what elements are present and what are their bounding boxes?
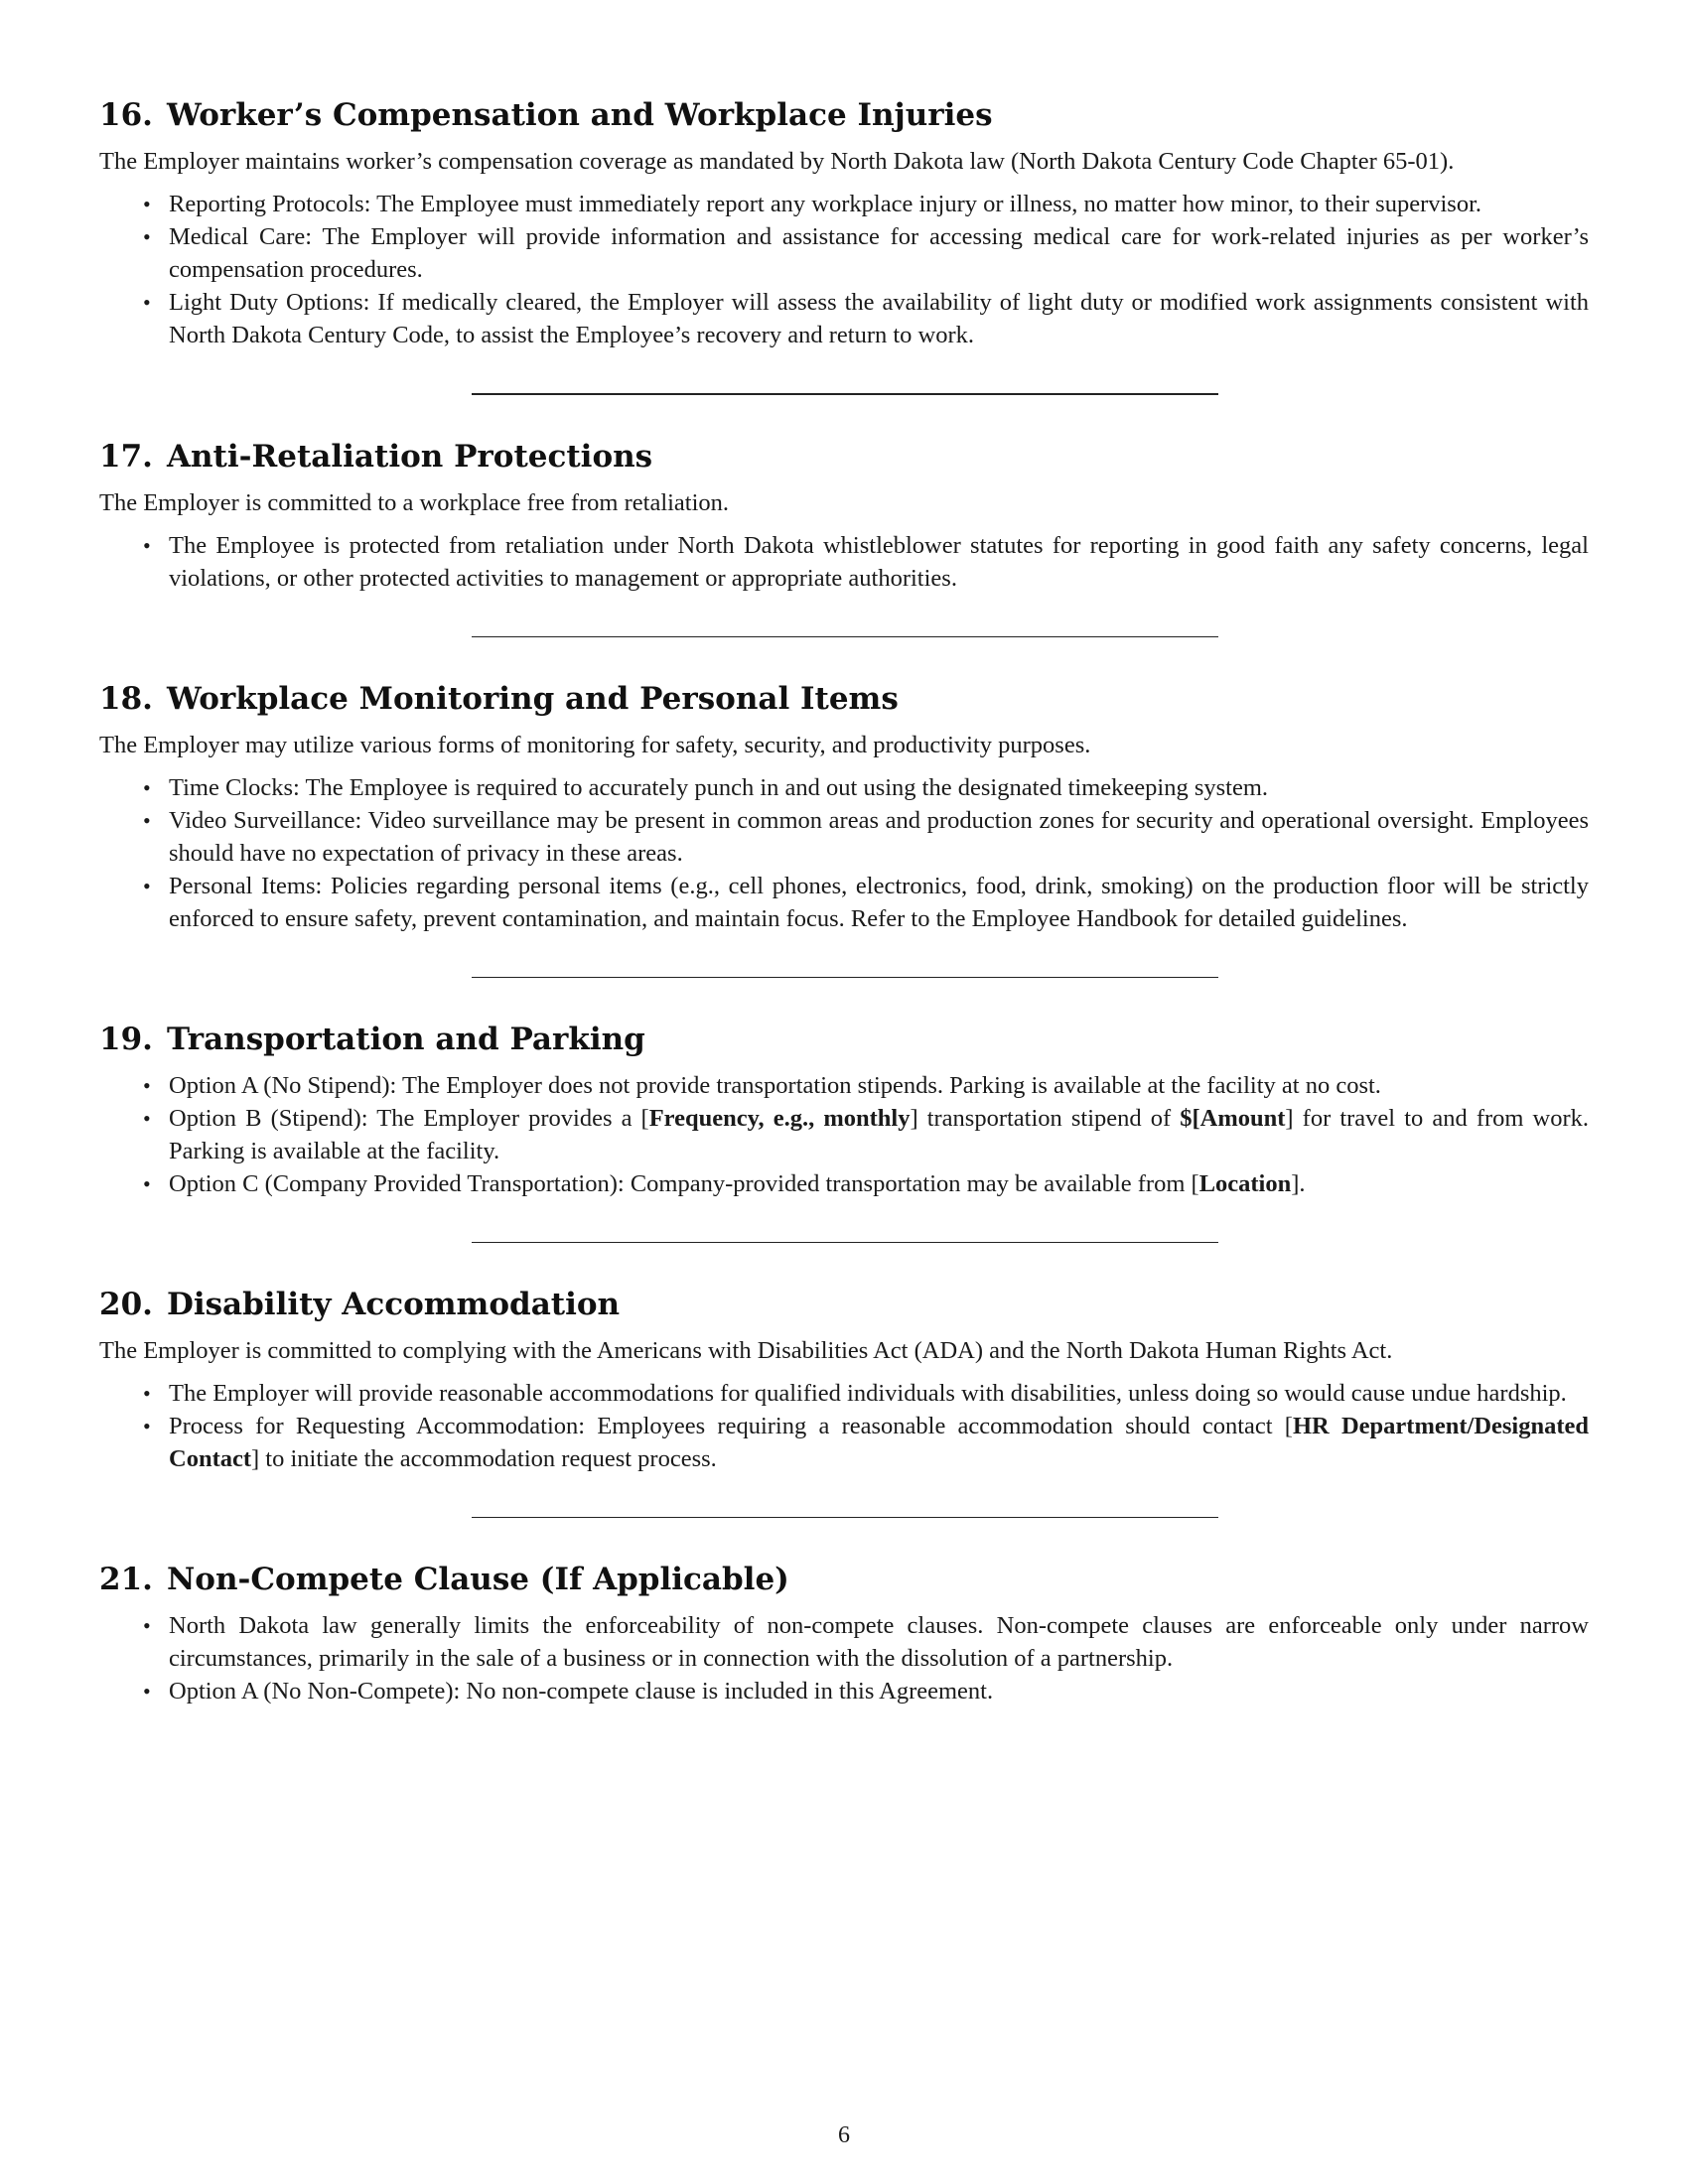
section-number: 18. xyxy=(99,681,153,717)
list-item: • Light Duty Options: If medically cleared, the Employer will assess the availability of light duty or modified work assignments consistent with North Dakota Century Code, to assist the Employee’s recovery and return to work. xyxy=(169,286,1589,351)
horizontal-rule xyxy=(472,1517,1218,1518)
option-b-text: ] transportation stipend of xyxy=(910,1105,1181,1132)
section-title: Transportation and Parking xyxy=(166,1022,645,1057)
document-page xyxy=(99,95,1589,1707)
list-item: • Option A (No Non-Compete): No non-compete clause is included in this Agreement. xyxy=(169,1675,1589,1707)
list-item: • Time Clocks: The Employee is required to accurately punch in and out using the designated timekeeping system. xyxy=(169,771,1589,804)
bullet-list xyxy=(99,1609,1589,1707)
list-item: • North Dakota law generally limits the enforceability of non-compete clauses. Non-compete clauses are enforceable only under narrow circumstances, primarily in the sale of a business or in connection with the dissolution of a partnership. xyxy=(169,1609,1589,1675)
location-placeholder: Location xyxy=(1198,1170,1292,1197)
bullet-list xyxy=(99,771,1589,935)
section-intro: The Employer maintains worker’s compensation coverage as mandated by North Dakota law (North Dakota Century Code Chapter 65-01). xyxy=(99,148,1455,175)
horizontal-rule xyxy=(472,977,1218,978)
section-title: Disability Accommodation xyxy=(166,1287,621,1322)
accommodation-text: Process for Requesting Accommodation: Employees requiring a reasonable accommodation should contact [ xyxy=(169,1413,1293,1439)
accommodation-text: ] to initiate the accommodation request process. xyxy=(251,1445,717,1472)
section-19 xyxy=(99,1020,1589,1200)
option-c-text: ]. xyxy=(1291,1170,1306,1197)
list-item: • The Employer will provide reasonable accommodations for qualified individuals with disabilities, unless doing so would cause undue hardship. xyxy=(169,1377,1589,1410)
section-intro: The Employer may utilize various forms of monitoring for safety, security, and productivity purposes. xyxy=(99,732,1091,758)
section-intro: The Employer is committed to complying with the Americans with Disabilities Act (ADA) and the North Dakota Human Rights Act. xyxy=(99,1337,1393,1364)
list-item: • Medical Care: The Employer will provide information and assistance for accessing medical care for work-related injuries as per worker’s compensation procedures. xyxy=(169,220,1589,286)
list-item xyxy=(169,1167,1589,1200)
section-18 xyxy=(99,679,1589,935)
section-16 xyxy=(99,95,1589,351)
list-item xyxy=(169,1102,1589,1167)
section-heading xyxy=(99,1560,1589,1599)
section-heading xyxy=(99,437,1589,477)
list-item xyxy=(169,1410,1589,1475)
bullet-list xyxy=(99,1377,1589,1475)
section-number: 19. xyxy=(99,1022,153,1057)
amount-placeholder: $[Amount xyxy=(1180,1105,1286,1132)
section-20 xyxy=(99,1285,1589,1475)
section-number: 16. xyxy=(99,97,153,133)
horizontal-rule xyxy=(472,636,1218,637)
section-21 xyxy=(99,1560,1589,1707)
section-title: Worker’s Compensation and Workplace Injuries xyxy=(166,97,993,133)
bullet-list xyxy=(99,1069,1589,1200)
bullet-list xyxy=(99,188,1589,351)
section-heading xyxy=(99,1285,1589,1324)
section-17 xyxy=(99,437,1589,595)
horizontal-rule xyxy=(472,393,1218,395)
section-title: Anti-Retaliation Protections xyxy=(166,439,653,475)
section-heading xyxy=(99,95,1589,135)
section-intro: The Employer is committed to a workplace free from retaliation. xyxy=(99,489,730,516)
bullet-list xyxy=(99,529,1589,595)
option-b-text: Option B (Stipend): The Employer provides a [ xyxy=(169,1105,649,1132)
horizontal-rule xyxy=(472,1242,1218,1243)
section-title: Workplace Monitoring and Personal Items xyxy=(166,681,899,717)
section-heading xyxy=(99,679,1589,719)
option-b-text: ] for travel to and from work. Parking is available at the facility. xyxy=(169,1105,1590,1164)
list-item: • Video Surveillance: Video surveillance may be present in common areas and production zones for security and operational oversight. Employees should have no expectation of privacy in these areas. xyxy=(169,804,1589,870)
option-c-text: Option C (Company Provided Transportation): Company-provided transportation may be available from [ xyxy=(169,1170,1199,1197)
section-number: 17. xyxy=(99,439,153,475)
section-number: 21. xyxy=(99,1562,153,1597)
section-heading xyxy=(99,1020,1589,1059)
list-item: • Personal Items: Policies regarding personal items (e.g., cell phones, electronics, food, drink, smoking) on the production floor will be strictly enforced to ensure safety, prevent contamination, and maintain focus. Refer to the Employee Handbook for detailed guidelines. xyxy=(169,870,1589,935)
list-item: • The Employee is protected from retaliation under North Dakota whistleblower statutes for reporting in good faith any safety concerns, legal violations, or other protected activities to management or appropriate authorities. xyxy=(169,529,1589,595)
contact-placeholder: HR Department/Designated Contact xyxy=(169,1413,1590,1472)
section-title: Non-Compete Clause (If Applicable) xyxy=(166,1562,789,1597)
list-item: • Reporting Protocols: The Employee must immediately report any workplace injury or illness, no matter how minor, to their supervisor. xyxy=(169,188,1589,220)
page-number: 6 xyxy=(838,2122,850,2148)
section-number: 20. xyxy=(99,1287,153,1322)
frequency-placeholder: Frequency, e.g., monthly xyxy=(648,1105,911,1132)
list-item: • Option A (No Stipend): The Employer does not provide transportation stipends. Parking is available at the facility at no cost. xyxy=(169,1069,1589,1102)
